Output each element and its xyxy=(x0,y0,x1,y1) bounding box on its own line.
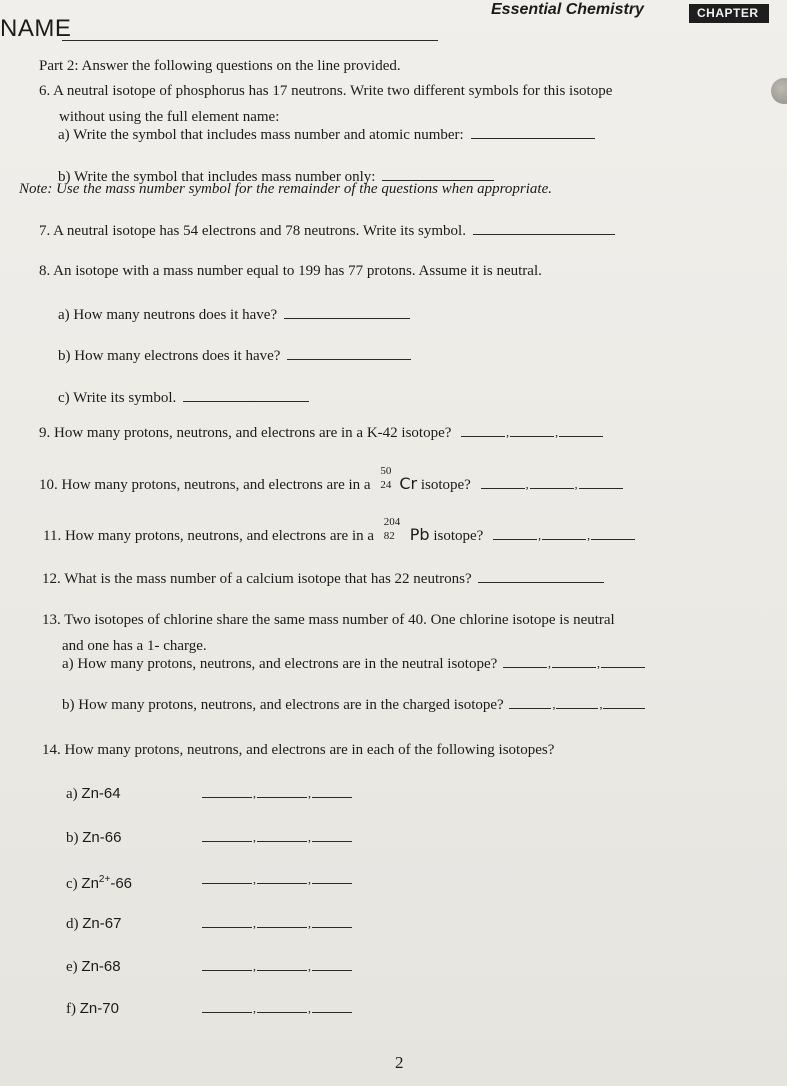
q14f-answer-blanks: , , xyxy=(202,1000,352,1018)
q13b xyxy=(62,696,645,714)
q8a-answer-blank[interactable] xyxy=(284,317,410,319)
protons-blank[interactable] xyxy=(202,882,252,884)
electrons-blank[interactable] xyxy=(312,1011,352,1013)
q14a-letter: a) xyxy=(66,786,78,802)
q13a-answer-blanks: , , xyxy=(503,658,645,668)
protons-blank[interactable] xyxy=(202,796,252,798)
q14a-isotope: Zn-64 xyxy=(81,785,121,802)
q14c-answer-blanks: , , xyxy=(202,871,352,889)
q14d-isotope: Zn-67 xyxy=(82,915,122,932)
name-field[interactable] xyxy=(62,40,438,41)
neutrons-blank[interactable] xyxy=(257,926,307,928)
electrons-blank[interactable] xyxy=(603,707,645,709)
q14a xyxy=(66,785,121,803)
q10-suffix: isotope? xyxy=(420,477,471,493)
page-number: 2 xyxy=(395,1053,404,1072)
q11-text: 11. How many protons, neutrons, and electrons are in a xyxy=(43,528,375,544)
q14b-isotope: Zn-66 xyxy=(82,829,122,846)
q10-answer-blanks: , , xyxy=(481,479,623,489)
protons-blank[interactable] xyxy=(493,538,537,540)
q14d xyxy=(66,915,121,933)
neutrons-blank[interactable] xyxy=(257,796,307,798)
q6a-text: a) Write the symbol that includes mass number and atomic number: xyxy=(58,127,464,143)
q12-answer-blank[interactable] xyxy=(478,581,604,583)
neutrons-blank[interactable] xyxy=(257,969,307,971)
q9-answer-blanks: , , xyxy=(461,427,603,437)
note: Note: Use the mass number symbol for the remainder of the questions when appropriate. xyxy=(19,181,553,197)
q11-suffix: isotope? xyxy=(433,528,484,544)
q14d-letter: d) xyxy=(66,916,79,932)
neutrons-blank[interactable] xyxy=(257,1011,307,1013)
q14c-isotope: $Zn^{2+}-66$ xyxy=(81,874,133,892)
q8b-text: b) How many electrons does it have? xyxy=(58,348,281,364)
q14f-letter: f) xyxy=(66,1001,76,1017)
q13b-text: b) How many protons, neutrons, and electrons are in the charged isotope? xyxy=(62,697,504,713)
q12 xyxy=(42,570,604,588)
pb-nuclide-symbol: 204 82 Pb xyxy=(383,516,430,544)
q6a xyxy=(58,126,595,144)
cr-nuclide-symbol: 50 24 Cr xyxy=(380,465,418,493)
q7-answer-blank[interactable] xyxy=(473,233,615,235)
q6-line2: without using the full element name: xyxy=(59,109,280,125)
q13-line2: and one has a 1- charge. xyxy=(62,638,207,654)
q14d-answer-blanks: , , xyxy=(202,915,352,933)
protons-blank[interactable] xyxy=(202,840,252,842)
protons-blank[interactable] xyxy=(202,926,252,928)
neutrons-blank[interactable] xyxy=(257,840,307,842)
neutrons-blank[interactable] xyxy=(530,487,574,489)
electrons-blank[interactable] xyxy=(559,435,603,437)
protons-blank[interactable] xyxy=(461,435,505,437)
electrons-blank[interactable] xyxy=(591,538,635,540)
neutrons-blank[interactable] xyxy=(257,882,307,884)
q10-text: 10. How many protons, neutrons, and electrons are in a xyxy=(39,477,371,493)
q8-stem: 8. An isotope with a mass number equal to 199 has 77 protons. Assume it is neutral. xyxy=(39,263,542,279)
q14f xyxy=(66,1000,119,1018)
q9-text: 9. How many protons, neutrons, and electrons are in a K-42 isotope? xyxy=(39,425,452,441)
q6a-answer-blank[interactable] xyxy=(471,137,595,139)
electrons-blank[interactable] xyxy=(312,926,352,928)
q10 xyxy=(39,465,623,494)
neutrons-blank[interactable] xyxy=(552,666,596,668)
binder-hole xyxy=(771,78,787,104)
neutrons-blank[interactable] xyxy=(542,538,586,540)
part-heading: Part 2: Answer the following questions on the line provided. xyxy=(39,58,401,74)
q6b-text: b) Write the symbol that includes mass number only: xyxy=(58,169,376,185)
q8b xyxy=(58,347,411,365)
electrons-blank[interactable] xyxy=(579,487,623,489)
q11 xyxy=(43,516,635,545)
q14c-letter: c) xyxy=(66,876,78,892)
protons-blank[interactable] xyxy=(202,969,252,971)
q14f-isotope: Zn-70 xyxy=(79,1000,119,1017)
electrons-blank[interactable] xyxy=(312,969,352,971)
chapter-badge: CHAPTER xyxy=(689,4,769,23)
q12-text: 12. What is the mass number of a calcium isotope that has 22 neutrons? xyxy=(42,571,472,587)
q13a xyxy=(62,655,645,673)
q8c-text: c) Write its symbol. xyxy=(58,390,177,406)
protons-blank[interactable] xyxy=(503,666,547,668)
q11-answer-blanks: , , xyxy=(493,530,635,540)
name-label: NAME xyxy=(0,15,72,42)
protons-blank[interactable] xyxy=(509,707,551,709)
q7-text: 7. A neutral isotope has 54 electrons and 78 neutrons. Write its symbol. xyxy=(39,223,466,239)
neutrons-blank[interactable] xyxy=(510,435,554,437)
q14b xyxy=(66,829,121,847)
q14b-letter: b) xyxy=(66,830,79,846)
q7 xyxy=(39,222,615,240)
q8b-answer-blank[interactable] xyxy=(287,358,411,360)
electrons-blank[interactable] xyxy=(601,666,645,668)
q14b-answer-blanks: , , xyxy=(202,829,352,847)
q6-line1: 6. A neutral isotope of phosphorus has 17 neutrons. Write two different symbols for this isotope xyxy=(39,83,613,99)
q13-line1: 13. Two isotopes of chlorine share the same mass number of 40. One chlorine isotope is neutral xyxy=(42,612,615,628)
protons-blank[interactable] xyxy=(202,1011,252,1013)
electrons-blank[interactable] xyxy=(312,796,352,798)
q9 xyxy=(39,424,603,442)
q14c xyxy=(66,871,132,893)
q14e-isotope: Zn-68 xyxy=(81,958,121,975)
q14e-answer-blanks: , , xyxy=(202,958,352,976)
q14e xyxy=(66,958,121,976)
q14a-answer-blanks: , , xyxy=(202,785,352,803)
protons-blank[interactable] xyxy=(481,487,525,489)
electrons-blank[interactable] xyxy=(312,840,352,842)
q8a-text: a) How many neutrons does it have? xyxy=(58,307,278,323)
q14-stem: 14. How many protons, neutrons, and electrons are in each of the following isotopes? xyxy=(42,742,555,758)
q13a-text: a) How many protons, neutrons, and electrons are in the neutral isotope? xyxy=(62,656,498,672)
electrons-blank[interactable] xyxy=(312,882,352,884)
q8a xyxy=(58,306,410,324)
q14e-letter: e) xyxy=(66,959,78,975)
q8c xyxy=(58,389,309,407)
q13b-answer-blanks: , , xyxy=(509,699,645,709)
header-title: Essential Chemistry xyxy=(491,1,644,18)
neutrons-blank[interactable] xyxy=(556,707,598,709)
q8c-answer-blank[interactable] xyxy=(183,400,309,402)
